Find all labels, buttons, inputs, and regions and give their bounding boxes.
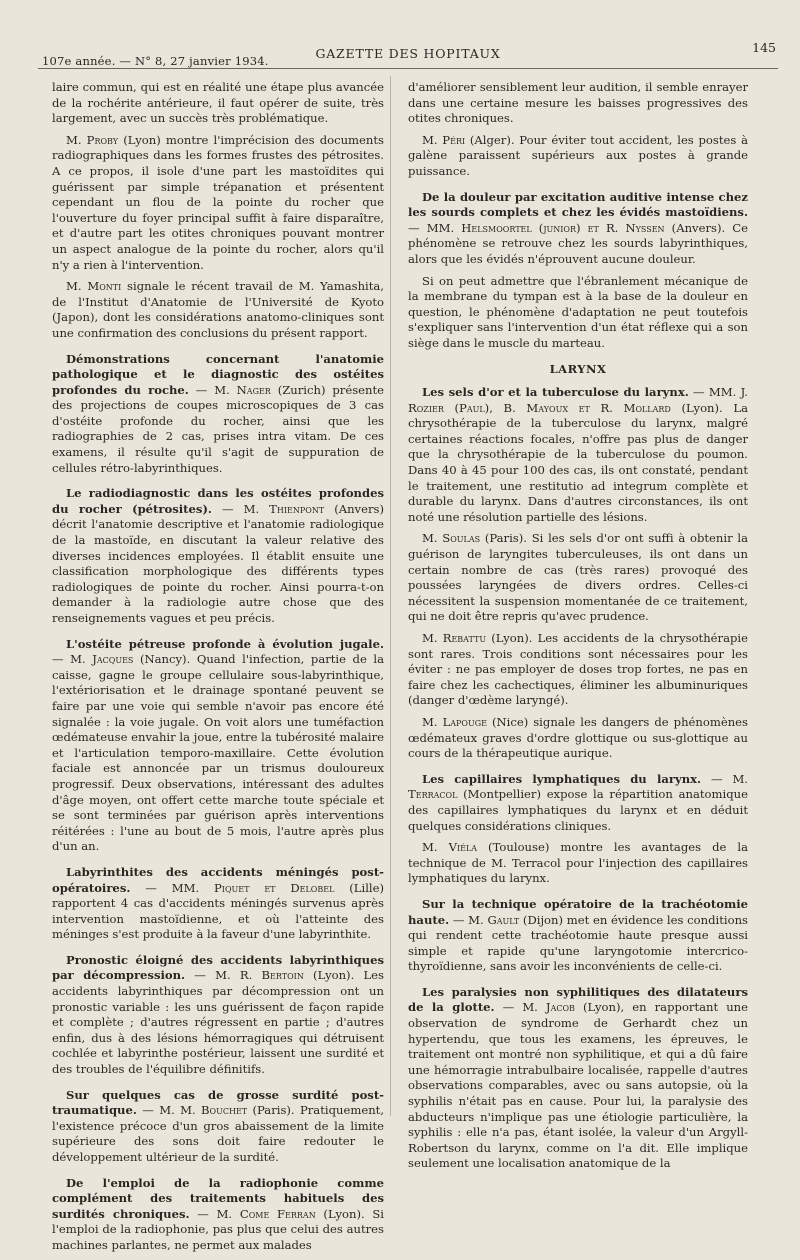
page-header [38, 38, 778, 69]
paragraph [408, 715, 748, 762]
right-column [408, 80, 748, 1178]
entry-title: Sur la technique opératoire de la trachéotomie haute. [408, 896, 748, 927]
author: M. Monti [66, 279, 122, 294]
body-text: (Zurich) présente des projections de coupes microscopiques de 3 cas d'ostéite profonde du rocher, ainsi que les radiographies de 2 cas, prises intra vitam. De ces examens, il résulte qu'il s'agit de suppuration de cellules rétro-labyrinthiques. [52, 382, 385, 475]
entry-title: L'ostéite pétreuse profonde à évolution jugale. [66, 636, 384, 651]
author: MM. Piquet et Delobel [171, 880, 335, 895]
author: M. Viéla [422, 840, 478, 855]
left-column [52, 80, 384, 1260]
body-text: (Lyon), en rapportant une observation de syndrome de Gerhardt chez un hypertendu, que tous les examens, les épreuves, le traitement ont montré non syphilitique, et qui a dû faire une hémorragie intrabulbaire localisée, rappelle d'autres observations comparables, avec ou sans autopsie, où la syphilis n'était pas en cause. Pour lui, la paralysie des abducteurs n'implique pas une étiologie particulière, la syphilis : elle n'a pas, étant isolée, la valeur d'un Argyll-Robertson du larynx, comme on l'a dit. Elle implique seulement une localisation anatomique de la [408, 1000, 749, 1171]
section-heading-larynx: LARYNX [549, 361, 607, 376]
paragraph: laire commun, qui est en réalité une étape plus avancée de la rochérite antérieure, il faut opérer de suite, très largement, avec un succès très problématique. [52, 80, 384, 126]
author: M. Gault [468, 912, 520, 927]
author: MM. J. Rozier (Paul), B. Mayoux et R. Mollard [408, 385, 748, 415]
body-text: (Nice) signale les dangers de phénomènes œdémateux graves d'ordre glottique ou sus-glottique au cours de la thérapeutique aurique. [408, 714, 748, 761]
author: M. Thienpont [243, 501, 325, 516]
author: MM. Helsmoortel (junior) et R. Nyssen [426, 220, 665, 235]
abstract-entry: Sur quelques cas de grosse surdité post-traumatique. — M. M. Bouchet (Paris). Pratiquement, l'existence précoce d'un gros abaissement de la limite supérieure des sons doit faire redouter le développement ultérieur de la surdité. [52, 1087, 385, 1164]
author: M. R. Bertoin [215, 968, 304, 983]
author: M. Rebattu [422, 631, 487, 645]
author: M. Come Ferran [216, 1206, 316, 1221]
issue-info: 107e année. — N° 8, 27 janvier 1934. [42, 54, 269, 68]
body-text: signale le récent travail de M. Yamashita, de l'Institut d'Anatomie de l'Université de Kyoto (Japon), dont les considérations anatomo-cliniques sont une confirmation des conclusions du présent rapport. [52, 279, 384, 340]
body-text: (Lyon). Les accidents labyrinthiques par décompression ont un pronostic variable : les uns guérissent de façon rapide et complète ; d'autres régressent en partie ; d'autres enfin, dus à des lésions hémorragiques qui détruisent cochlée et labyrinthe postérieur, laissent une surdité et des troubles de l'équilibre définitifs. [52, 968, 384, 1077]
author: M. Proby [66, 132, 119, 147]
body-text: (Lyon) montre l'imprécision des documents radiographiques dans les formes frustes des pétrosites. A ce propos, il isole d'une part les mastoïdites qui guérissent par simple trépanation et présentent cependant un flou de la pointe du rocher que l'ouverture du foyer principal suffit à faire disparaître, et d'autre part les otites chroniques pouvant montrer un aspect analogue de la pointe du rocher, alors qu'il n'y a rien à l'intervention. [52, 132, 384, 272]
entry-title: Pronostic éloigné des accidents labyrinthiques par décompression. [52, 952, 384, 983]
author: M. Lapouge [422, 714, 487, 729]
entry-title: Le radiodiagnostic dans les ostéites profondes du rocher (pétrosites). [52, 486, 384, 516]
body-text: (Lille) rapportent 4 cas d'accidents méningés survenus après intervention mastoïdienne, et où l'atteinte des méninges s'est produite à la faveur d'une labyrinthite. [52, 880, 385, 942]
body-text: (Anvers) décrit l'anatomie descriptive et l'anatomie radiologique de la mastoïde, en discutant la valeur relative des diverses incidences employées. Il établit ensuite une classification morphologique des différents types radiologiques de pointe du rocher. Ainsi pourra-t-on demander à la radiologie autre chose que des renseignements vagues et peu précis. [52, 501, 384, 625]
body-text: (Dijon) met en évidence les conditions qui rendent cette trachéotomie haute presque aussi simple et rapide qu'une laryngotomie intercrico-thyroïdienne, sans avoir les inconvénients de celle-ci. [408, 912, 748, 974]
entry-title: De l'emploi de la radiophonie comme complément des traitements habituels des surdités chroniques. [52, 1175, 384, 1221]
abstract-entry: Démonstrations concernant l'anatomie pathologique et le diagnostic des ostéites profondes du roche. — M. Nager (Zurich) présente des projections de coupes microscopiques de 3 cas d'ostéite profonde du rocher, ainsi que les radiographies de 2 cas, prises intra vitam. De ces examens, il résulte qu'il s'agit de suppuration de cellules rétro-labyrinthiques. [52, 351, 385, 475]
author: M. Jacques [70, 652, 134, 667]
column-divider [390, 76, 391, 1116]
body-text: (Montpellier) expose la répartition anatomique des capillaires lymphatiques du larynx et en déduit quelques considérations cliniques. [408, 787, 748, 833]
paragraph: d'améliorer sensiblement leur audition, il semble enrayer dans une certaine mesure les baisses progressives des otites chroniques. [408, 80, 748, 126]
abstract-entry: Labyrinthites des accidents méningés post-opératoires. — MM. Piquet et Delobel (Lille) rapportent 4 cas d'accidents méningés survenus après intervention mastoïdienne, et où l'atteinte des méninges s'est produite à la faveur d'une labyrinthite. [52, 864, 385, 942]
entry-title: Sur quelques cas de grosse surdité post-traumatique. [52, 1087, 384, 1118]
abstract-entry: De l'emploi de la radiophonie comme complément des traitements habituels des surdités chroniques. — M. Come Ferran (Lyon). Si l'emploi de la radiophonie, pas plus que celui des autres machines parlantes, ne permet aux malades [52, 1175, 385, 1252]
body-text: (Toulouse) montre les avantages de la technique de M. Terracol pour l'injection des capillaires lymphatiques du larynx. [408, 840, 748, 886]
abstract-entry: Les capillaires lymphatiques du larynx. — M. Terracol (Montpellier) expose la répartition anatomique des capillaires lymphatiques du larynx et en déduit quelques considérations cliniques. [408, 771, 748, 833]
abstract-entry: De la douleur par excitation auditive intense chez les sourds complets et chez les évidés mastoïdiens. — MM. Helsmoortel (junior) et R. Nyssen (Anvers). Ce phénomène se retrouve chez les sourds labyrinthiques, alors que les évidés n'éprouvent aucune douleur. [408, 189, 748, 266]
abstract-entry: Pronostic éloigné des accidents labyrinthiques par décompression. — M. R. Bertoin (Lyon). Les accidents labyrinthiques par décompression ont un pronostic variable : les uns guérissent de façon rapide et complète ; d'autres régressent en partie ; d'autres enfin, dus à des lésions hémorragiques qui détruisent cochlée et labyrinthe postérieur, laissent une surdité et des troubles de l'équilibre définitifs. [52, 952, 384, 1077]
body-text: (Anvers). Ce phénomène se retrouve chez les sourds labyrinthiques, alors que les évidés n'éprouvent aucune douleur. [408, 220, 748, 266]
abstract-entry: Le radiodiagnostic dans les ostéites profondes du rocher (pétrosites). — M. Thienpont (Anvers) décrit l'anatomie descriptive et l'anatomie radiologique de la mastoïde, en discutant la valeur relative des diverses incidences employées. Il établit ensuite une classification morphologique des différents types radiologiques de pointe du rocher. Ainsi pourra-t-on demander à la radiologie autre chose que des renseignements vagues et peu précis. [52, 486, 384, 625]
journal-title: GAZETTE DES HOPITAUX [315, 46, 501, 61]
entry-title: Les capillaires lymphatiques du larynx. [422, 771, 702, 786]
body-text: (Lyon). Les accidents de la chrysothérapie sont rares. Trois conditions sont nécessaires pour les éviter : ne pas employer de doses trop fortes, ne pas en faire chez les cachectiques, éliminer les albuminuriques (danger d'œdème laryngé). [408, 631, 748, 708]
abstract-entry: Les sels d'or et la tuberculose du larynx. — MM. J. Rozier (Paul), B. Mayoux et R. Mollard (Lyon). La chrysothérapie de la tuberculose du larynx, malgré certaines réactions focales, n'offre pas plus de danger que la chrysothérapie de la tuberculose du poumon. Dans 40 à 45 pour 100 des cas, ils ont constaté, pendant le traitement, une restitutio ad integrum complète et durable du larynx. Dans d'autres circonstances, ils ont noté une résolution partielle des lésions. [408, 385, 748, 524]
body-text: (Paris). Si les sels d'or ont suffi à obtenir la guérison de laryngites tuberculeuses, ils ont dans un certain nombre de cas (très rares) provoqué des poussées laryngées de divers ordres. Celles-ci nécessitent la suspension momentanée de ce traitement, qui ne doit être repris qu'avec prudence. [408, 531, 748, 624]
entry-title: De la douleur par excitation auditive intense chez les sourds complets et chez les évidés mastoïdiens. [408, 189, 748, 220]
entry-title: Labyrinthites des accidents méningés post-opératoires. [52, 864, 384, 895]
body-text: (Nancy). Quand l'infection, partie de la caisse, gagne le groupe cellulaire sous-labyrinthique, l'extériorisation et le drainage spontané peuvent se faire par une voie qui semble n'avoir pas encore été signalée : la voie jugale. On voit alors une tuméfaction œdémateuse envahir la joue, entre la tubérosité malaire et l'articulation temporo-maxillaire. Cette évolution faciale est annoncée par un trismus douloureux progressif. Deux observations, intéressant des adultes d'âge moyen, ont offert cette marche toute spéciale et se sont terminées par guérison après interventions réitérées : l'une au bout de 5 mois, l'autre après plus d'un an. [52, 652, 384, 854]
page-number: 145 [752, 40, 776, 55]
paragraph: Si on peut admettre que l'ébranlement mécanique de la membrane du tympan est à la base de la douleur en question, le phénomène d'adaptation ne peut toutefois s'expliquer sans l'intervention d'un état réflexe qui a son siège dans le muscle du marteau. [408, 273, 748, 350]
body-text: (Paris). Pratiquement, l'existence précoce d'un gros abaissement de la limite supérieure des sons doit faire redouter le développement ultérieur de la surdité. [52, 1103, 385, 1164]
abstract-entry: L'ostéite pétreuse profonde à évolution jugale. — M. Jacques (Nancy). Quand l'infection, partie de la caisse, gagne le groupe cellulaire sous-labyrinthique, l'extériorisation et le drainage spontané peuvent se faire par une voie qui semble n'avoir pas encore été signalée : la voie jugale. On voit alors une tuméfaction œdémateuse envahir la joue, entre la tubérosité malaire et l'articulation temporo-maxillaire. Cette évolution faciale est annoncée par un trismus douloureux progressif. Deux observations, intéressant des adultes d'âge moyen, ont offert cette marche toute spéciale et se sont terminées par guérison après interventions réitérées : l'une au bout de 5 mois, l'autre après plus d'un an. [52, 636, 384, 854]
author: M. Nager [214, 382, 271, 397]
author: M. Jacob [522, 1000, 575, 1015]
entry-title: Les paralysies non syphilitiques des dilatateurs de la glotte. [408, 984, 748, 1015]
paragraph [408, 840, 748, 887]
body-text: (Alger). Pour éviter tout accident, les postes à galène paraissent supérieurs aux postes à grande puissance. [408, 132, 748, 178]
author: M. Soulas [422, 531, 481, 546]
paragraph [52, 133, 384, 273]
paragraph [408, 531, 748, 625]
abstract-entry: Sur la technique opératoire de la trachéotomie haute. — M. Gault (Dijon) met en évidence les conditions qui rendent cette trachéotomie haute presque aussi simple et rapide qu'une laryngotomie intercrico-thyroïdienne, sans avoir les inconvénients de celle-ci. [408, 896, 748, 974]
entry-title: Démonstrations concernant l'anatomie pathologique et le diagnostic des ostéites profondes du roche. [52, 351, 384, 397]
body-text: (Lyon). Si l'emploi de la radiophonie, pas plus que celui des autres machines parlantes, ne permet aux malades [52, 1206, 385, 1252]
author: M. Péri [422, 132, 466, 147]
author: M. Terracol [408, 771, 748, 802]
paragraph [408, 133, 748, 180]
author: M. M. Bouchet [159, 1103, 248, 1118]
body-text: (Lyon). La chrysothérapie de la tuberculose du larynx, malgré certaines réactions focales, n'offre pas plus de danger que la chrysothérapie de la tuberculose du poumon. Dans 40 à 45 pour 100 des cas, ils ont constaté, pendant le traitement, une restitutio ad integrum complète et durable du larynx. Dans d'autres circonstances, ils ont noté une résolution partielle des lésions. [408, 400, 748, 524]
paragraph [408, 631, 748, 709]
entry-title: Les sels d'or et la tuberculose du larynx. [422, 385, 689, 400]
paragraph [52, 279, 384, 341]
abstract-entry: Les paralysies non syphilitiques des dilatateurs de la glotte. — M. Jacob (Lyon), en rapportant une observation de syndrome de Gerhardt chez un hypertendu, que tous les examens, les épreuves, le traitement ont montré non syphilitique, et qui a dû faire une hémorragie intrabulbaire localisée, rappelle d'autres observations comparables, avec ou sans autopsie, où la syphilis n'était pas en cause. Pour lui, la paralysie des abducteurs n'implique pas une étiologie particulière, la syphilis : elle n'a pas, étant isolée, la valeur d'un Argyll-Robertson du larynx, comme on l'a dit. Elle implique seulement une localisation anatomique de la [408, 984, 749, 1171]
